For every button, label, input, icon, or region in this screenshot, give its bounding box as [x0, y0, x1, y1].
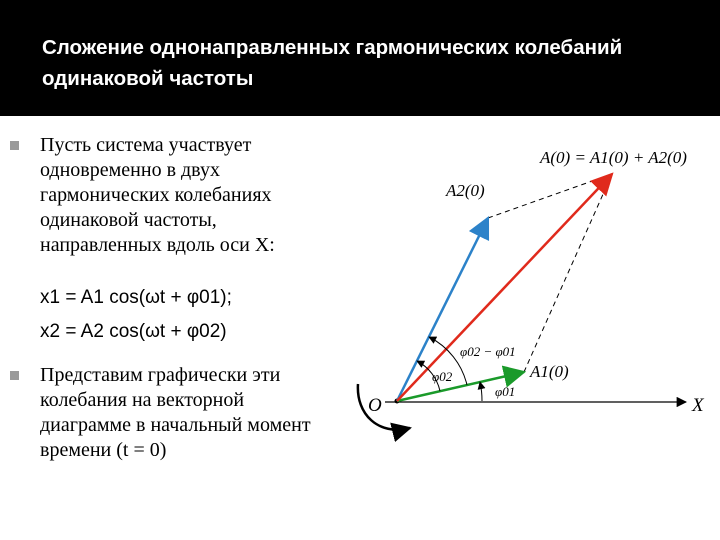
label-phi02: φ02 — [432, 369, 453, 384]
bullet-text-2: Представим графически эти колебания на векторной диаграмме в начальный момент времени (t = 0) — [40, 364, 311, 461]
equation-x1-text: x1 = A1 cos(ωt + φ01); — [40, 287, 232, 308]
label-x-axis: X — [692, 395, 704, 416]
label-sum-equation: A(0) = A1(0) + A2(0) — [540, 148, 687, 167]
dashed-line-a2-parallel — [524, 174, 612, 372]
vector-A-sum — [397, 174, 612, 401]
label-A1: A1(0) — [530, 362, 569, 381]
label-origin: O — [368, 395, 382, 416]
label-phi01: φ01 — [495, 384, 516, 399]
equation-x2-text: x2 = A2 cos(ωt + φ02) — [40, 321, 227, 342]
label-A2: A2(0) — [446, 181, 485, 200]
label-phi-diff: φ02 − φ01 — [460, 344, 516, 359]
bullet-text-1: Пусть система участвует одновременно в двух гармонических колебаниях одинаковой частоты, направленных вдоль оси X: — [40, 134, 275, 256]
dashed-line-a1-parallel — [488, 174, 612, 218]
slide-title: Сложение однонаправленных гармонических колебаний одинаковой частоты — [42, 36, 623, 90]
arc-phi01 — [480, 382, 482, 401]
